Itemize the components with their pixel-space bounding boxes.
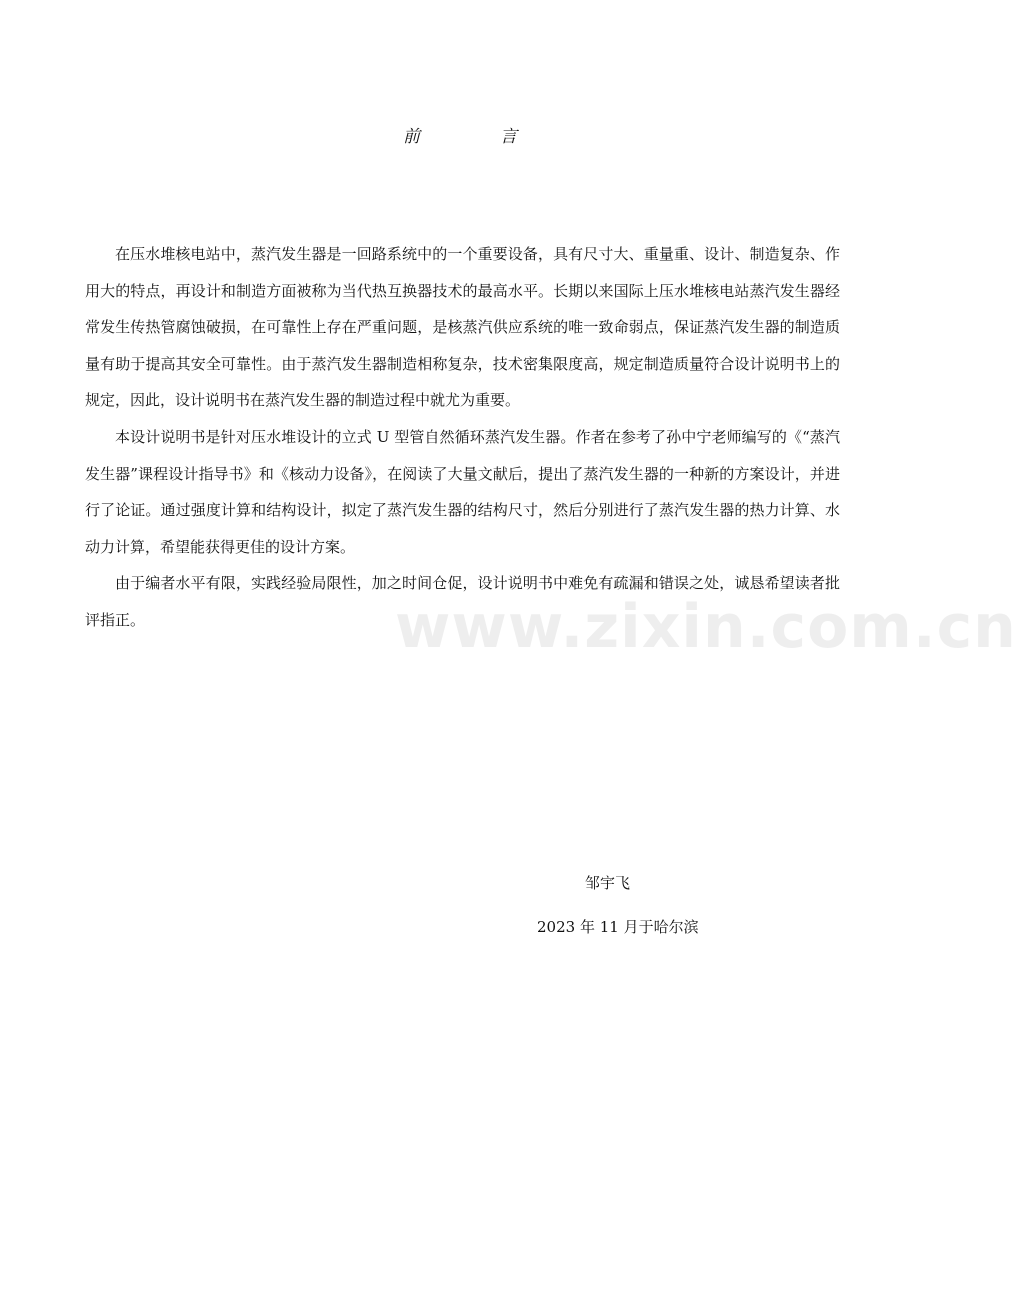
author-name: 邹宇飞 bbox=[585, 874, 631, 892]
date-place: 2023 年 11 月于哈尔滨 bbox=[537, 918, 699, 936]
title-char-left: 前 bbox=[403, 127, 420, 147]
paragraph-3: 由于编者水平有限，实践经验局限性，加之时间仓促，设计说明书中难免有疏漏和错误之处，诚恳希望读者批评指正。 bbox=[85, 574, 840, 629]
paragraph-1: 在压水堆核电站中，蒸汽发生器是一回路系统中的一个重要设备，具有尺寸大、重量重、设计、制造复杂、作用大的特点，再设计和制造方面被称为当代热互换器技术的最高水平。长期以来国际上压水堆核电站蒸汽发生器经常发生传热管腐蚀破损，在可靠性上存在严重问题，是核蒸汽供应系统的唯一致命弱点，保证蒸汽发生器的制造质量有助于提高其安全可靠性。由于蒸汽发生器制造相称复杂，技术密集限度高，规定制造质量符合设计说明书上的规定，因此，设计说明书在蒸汽发生器的制造过程中就尤为重要。 bbox=[85, 245, 840, 410]
preface-title bbox=[0, 122, 920, 150]
watermark: www.zixin.com.cn bbox=[395, 592, 1017, 662]
paragraph-2: 本设计说明书是针对压水堆设计的立式 U 型管自然循环蒸汽发生器。作者在参考了孙中宁老师编写的《“蒸汽发生器”课程设计指导书》和《核动力设备》，在阅读了大量文献后，提出了蒸汽发生器的一种新的方案设计，并进行了论证。通过强度计算和结构设计，拟定了蒸汽发生器的结构尺寸，然后分别进行了蒸汽发生器的热力计算、水动力计算，希望能获得更佳的设计方案。 bbox=[85, 427, 840, 556]
preface-body bbox=[85, 236, 840, 639]
title-char-right: 言 bbox=[500, 127, 517, 147]
